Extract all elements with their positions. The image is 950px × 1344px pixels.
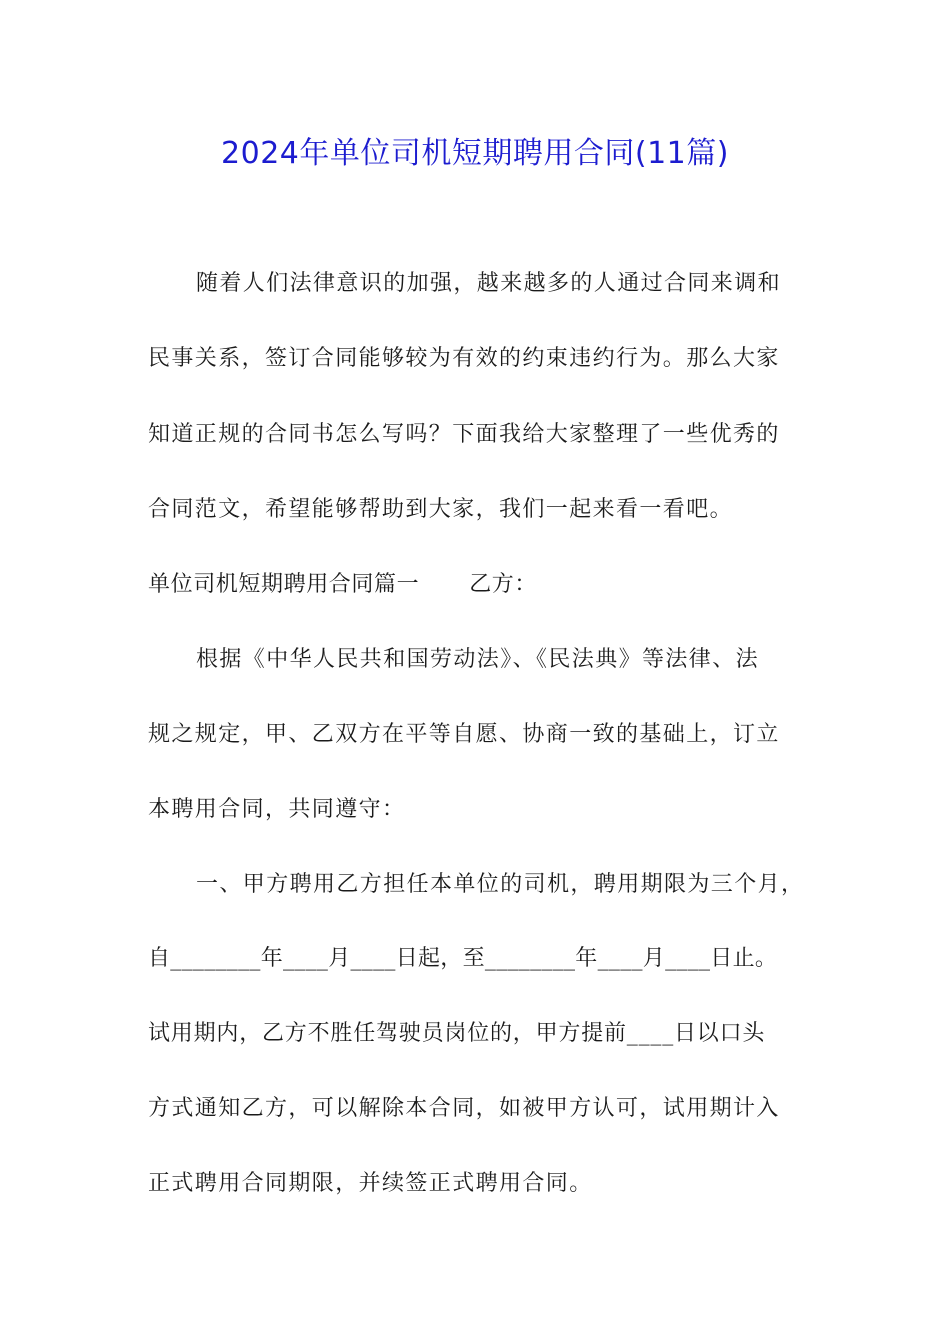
document-title: 2024年单位司机短期聘用合同(11篇): [221, 136, 729, 171]
section-heading: 单位司机短期聘用合同篇一: [148, 572, 420, 597]
intro-line: 民事关系，签订合同能够较为有效的约束违约行为。那么大家: [148, 346, 780, 371]
section-heading-row: [148, 570, 808, 600]
party-b-label: 乙方：: [469, 572, 538, 597]
basis-line: 根据《中华人民共和国劳动法》、《民法典》等法律、法: [196, 647, 760, 672]
basis-line: 本聘用合同，共同遵守：: [148, 797, 406, 822]
clause-line: 一、甲方聘用乙方担任本单位的司机，聘用期限为三个月，: [196, 872, 805, 897]
intro-line: 合同范文，希望能够帮助到大家，我们一起来看一看吧。: [148, 497, 734, 522]
intro-line: 随着人们法律意识的加强，越来越多的人通过合同来调和: [196, 271, 782, 296]
clause-line: 试用期内，乙方不胜任驾驶员岗位的，甲方提前____日以口头: [148, 1021, 766, 1046]
clause-line: 自________年____月____日起，至________年____月____日止。: [148, 946, 778, 971]
intro-line: 知道正规的合同书怎么写吗？下面我给大家整理了一些优秀的: [148, 422, 780, 447]
clause-line: 正式聘用合同期限，并续签正式聘用合同。: [148, 1171, 593, 1196]
basis-line: 规之规定，甲、乙双方在平等自愿、协商一致的基础上，订立: [148, 722, 780, 747]
clause-line: 方式通知乙方，可以解除本合同，如被甲方认可，试用期计入: [148, 1096, 780, 1121]
